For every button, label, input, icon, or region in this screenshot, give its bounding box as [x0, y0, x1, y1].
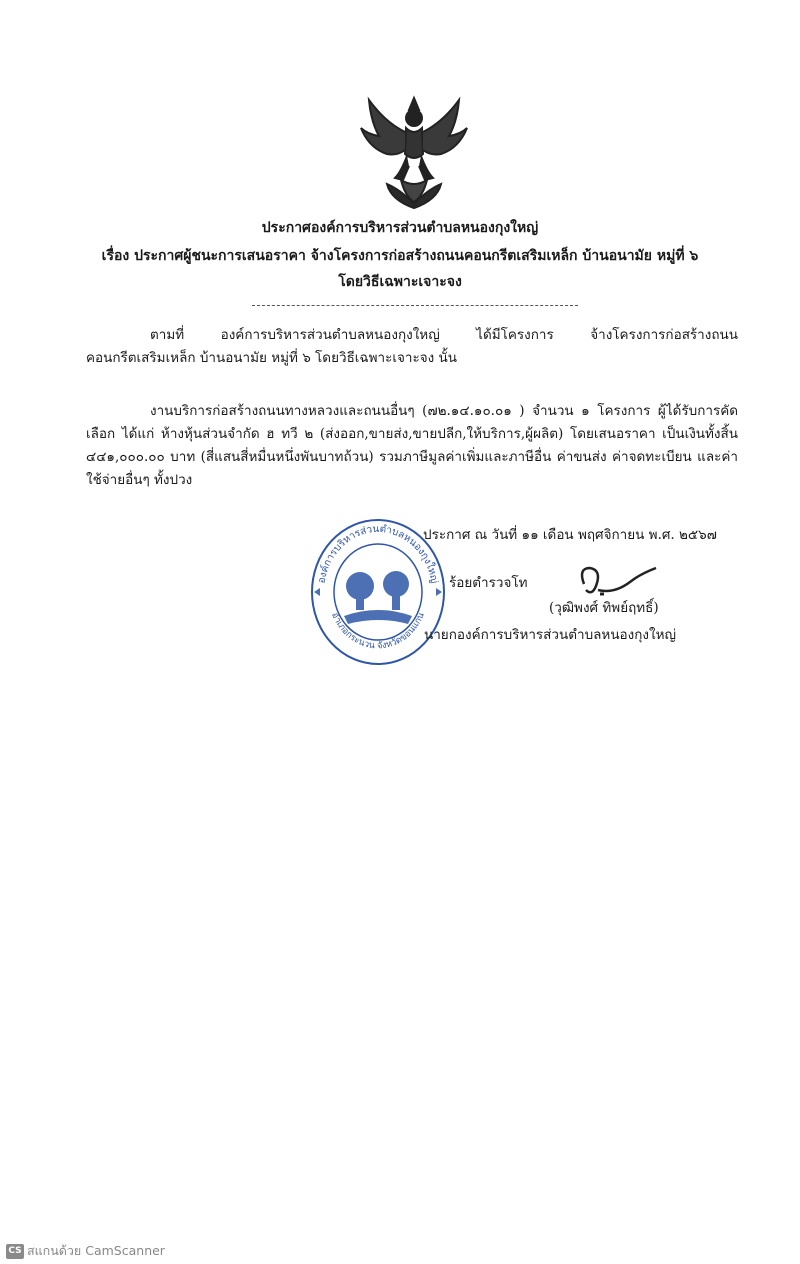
watermark-text: สแกนด้วย CamScanner: [27, 1243, 165, 1258]
seal-top-text: องค์การบริหารส่วนตำบลหนองกุงใหญ่: [316, 523, 440, 585]
svg-text:องค์การบริหารส่วนตำบลหนองกุงให: [317, 524, 440, 585]
camscanner-logo-icon: CS: [6, 1244, 24, 1259]
body-paragraph-1: [86, 324, 738, 370]
announcement-date: ประกาศ ณ วันที่ ๑๑ เดือน พฤศจิกายน พ.ศ. ๒๕๖๗: [423, 527, 717, 543]
paragraph-1-text: ตามที่ องค์การบริหารส่วนตำบลหนองกุงใหญ่ ได้มีโครงการ จ้างโครงการก่อสร้างถนนคอนกรีตเสริมเหล็ก บ้านอนามัย หมู่ที่ ๖ โดยวิธีเฉพาะเจาะจง นั้น: [86, 327, 738, 366]
signer-position: นายกองค์การบริหารส่วนตำบลหนองกุงใหญ่: [424, 627, 677, 643]
signer-name: (วุฒิพงศ์ ทิพย์ฤทธิ์): [549, 600, 659, 616]
signer-rank: ร้อยตำรวจโท: [449, 575, 528, 591]
announcement-title: ประกาศองค์การบริหารส่วนตำบลหนองกุงใหญ่: [261, 220, 539, 236]
announcement-method: โดยวิธีเฉพาะเจาะจง: [338, 274, 462, 290]
dashed-divider: [252, 305, 578, 306]
garuda-emblem-icon: [357, 92, 471, 210]
body-paragraph-2: [86, 400, 738, 492]
announcement-subject: เรื่อง ประกาศผู้ชนะการเสนอราคา จ้างโครงการก่อสร้างถนนคอนกรีตเสริมเหล็ก บ้านอนามัย หมู่ที่ ๖: [101, 248, 699, 264]
paragraph-2-text: งานบริการก่อสร้างถนนทางหลวงและถนนอื่นๆ (๗๒.๑๔.๑๐.๐๑ ) จำนวน ๑ โครงการ ผู้ได้รับการคัดเลือก ได้แก่ ห้างหุ้นส่วนจำกัด ฮ ทวี ๒ (ส่งออก,ขายส่ง,ขายปลีก,ให้บริการ,ผู้ผลิต) โดยเสนอราคา เป็นเงินทั้งสิ้น ๔๔๑,๐๐๐.๐๐ บาท (สี่แสนสี่หมื่นหนึ่งพันบาทถ้วน) รวมภาษีมูลค่าเพิ่มและภาษีอื่น ค่าขนส่ง ค่าจดทะเบียน และค่าใช้จ่ายอื่นๆ ทั้งปวง: [86, 403, 738, 488]
camscanner-watermark: [6, 1241, 165, 1261]
seal-bottom-text: อำเภอกระนวน จังหวัดขอนแก่น: [329, 611, 427, 652]
